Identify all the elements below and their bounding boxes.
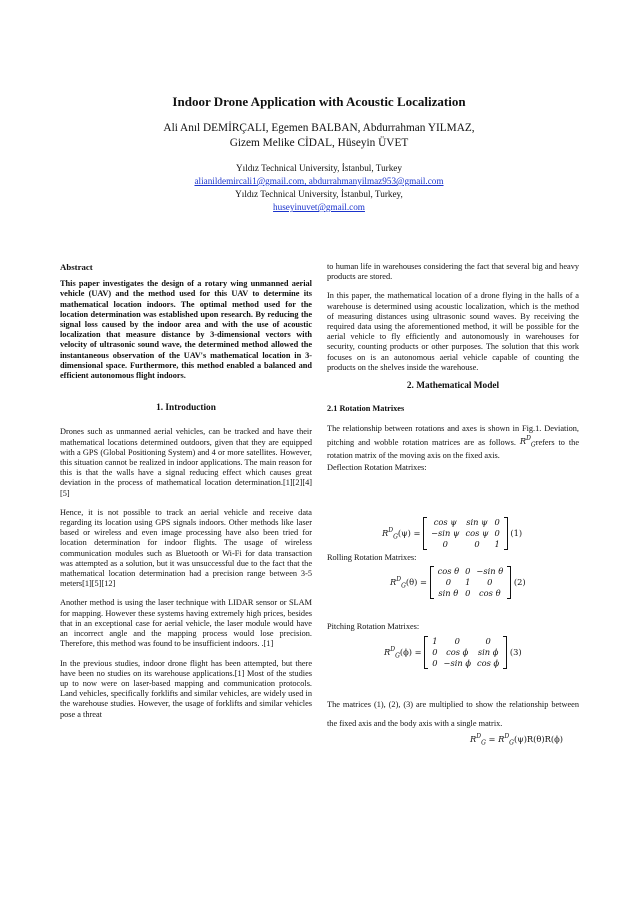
matrix-row	[435, 588, 507, 599]
email-link[interactable]: huseyinuvet@gmail.com	[273, 202, 365, 212]
left-column	[60, 262, 312, 720]
email-2[interactable]	[0, 202, 638, 212]
matrix-cell: cos ϕ	[446, 647, 469, 657]
authors-line-2: Gizem Melike CİDAL, Hüseyin ÜVET	[229, 137, 409, 149]
intro-heading: 1. Introduction	[156, 403, 216, 414]
matrix-cell: 1	[432, 636, 438, 646]
matrix-row	[435, 566, 507, 577]
email-links[interactable]: alianildemircali1@gmail.com, abdurrahmanyilmaz953@gmail.com	[194, 176, 444, 186]
paper-title: Indoor Drone Application with Acoustic Localization	[172, 94, 466, 109]
matrix-cell: 0	[445, 577, 451, 587]
right-paragraph-1: In this paper, the mathematical location of a drone flying in the halls of a warehouse is determined using acoustic localization, which is the method of measuring distances using ultrasonic sound waves. By receiving the required data using the aforementioned method, it will be possible for the aerial vehicle to fly efficiently and autonomously in warehouses for security, counting products or other purposes. The solution that this work focuses on is an autonomous aerial vehicle capable of counting the products on the shelves inside the warehouse.	[327, 291, 579, 372]
matrix-cell: 0	[465, 588, 471, 598]
matrix-cell: sin ψ	[466, 517, 488, 527]
abstract-heading: Abstract	[60, 262, 93, 272]
pitching-label: Pitching Rotation Matrixes:	[327, 622, 420, 631]
matrix-2	[430, 566, 512, 599]
intro-paragraph-1: Drones such as unmanned aerial vehicles, can be tracked and have their mathematical locations determined outdoors, given that they are equipped with a GPS (Global Positioning System) and 4 or more satellites. However, this situation cannot be realized in indoor applications. The main reason for this is that the walls have a signal reducing effect which causes great deviation in the process of mathematical location determination.[1][2][4][5]	[60, 427, 312, 498]
matrix-cell: −sin θ	[476, 566, 504, 576]
matrix-1	[423, 517, 508, 550]
matrix-cell: 0	[454, 636, 460, 646]
rotation-symbol: $R^D_G$	[519, 435, 536, 450]
matrix-row	[435, 577, 507, 588]
matrix-row	[428, 539, 503, 550]
matrix-cell: 1	[494, 539, 500, 549]
emails-1[interactable]	[0, 176, 638, 186]
matrix-cell: cos ψ	[433, 517, 457, 527]
rolling-label: Rolling Rotation Matrixes:	[327, 553, 417, 562]
intro-paragraph-3: Another method is using the laser technique with LIDAR sensor or SLAM for mapping. However these systems having extremely high prices, besides that in an exceptional case for aerial vehicle, the laser module would have an incorrect angle and the mapping process would lose precision. Therefore, this method was found to be insufficient indoors. .[1]	[60, 598, 312, 649]
matrix-cell: 0	[474, 539, 480, 549]
matrix-3	[424, 636, 507, 669]
matrix-cell: 0	[465, 566, 471, 576]
matrix-cell: cos θ	[479, 588, 501, 598]
equation-2: $R^D_G(\theta)$ = cos θ 0 −sin θ 0 1 0 sin θ 0 cos θ (2)	[390, 566, 526, 598]
matrix-cell: 0	[494, 528, 500, 538]
matrix-cell: 0	[432, 647, 438, 657]
equation-3: $R^D_G(\phi)$ = 1 0 0 0 cos ϕ sin ϕ 0 −sin ϕ cos ϕ (3)	[384, 636, 522, 668]
matrix-row	[428, 517, 503, 528]
matrix-cell: cos ϕ	[477, 658, 500, 668]
affiliation-1: Yıldız Technical University, İstanbul, Turkey	[236, 163, 402, 173]
matrix-cell: 0	[442, 539, 448, 549]
matrix-cell: cos θ	[437, 566, 460, 576]
product-paragraph: The matrices (1), (2), (3) are multiplied to show the relationship between the fixed axis and the body axis with a single matrix.	[327, 700, 579, 728]
matrix-cell: 0	[487, 577, 493, 587]
right-column	[327, 262, 579, 474]
matrix-cell: −sin ψ	[431, 528, 460, 538]
matrix-cell: sin θ	[438, 588, 459, 598]
deflection-label: Deflection Rotation Matrixes:	[327, 463, 427, 473]
matrix-cell: 1	[465, 577, 471, 587]
matrix-cell: sin ϕ	[477, 647, 499, 657]
matrix-cell: −sin ϕ	[443, 658, 471, 668]
intro-paragraph-4: In the previous studies, indoor drone flight has been attempted, but there have been no studies on its warehouse applications.[1] Most of the studies up to now were on laser-based mapping and communication protocols. Land vehicles, specifically forklifts and similar vehicles, are widely used in the warehouse studies. However, the usage of forklifts and similar vehicles pose a threat	[60, 658, 312, 719]
abstract-text: This paper investigates the design of a rotary wing unmanned aerial vehicle (UAV) and the method used for this UAV to determine its mathematical location indoors. The optimal method used for the location determination was established upon research. By reducing the signal loss caused by the indoor area and with the use of acoustic localization that measure distance by 3-dimensional vectors with velocity of ultrasonic sound wave, the determined method allowed the instantaneous observation of the UAV's mathematical location in 3-dimensional space. Furthermore, this method enabled a balanced and efficient autonomous flight indoors.	[60, 279, 312, 381]
intro-paragraph-2: Hence, it is not possible to track an aerial vehicle and receive data regarding its location using GPS signals indoors. Other methods like laser based or wireless and even image processing have also been tried for location determination for indoor flights. The usage of wireless communication modules such as Bluetooth or Wi-Fi for data transaction was attempted as a solution, but it was unsuccessful due to the fact that the mathematical location determination had a precision range between 3-5 meters[1][5][12]	[60, 507, 312, 589]
matrix-row	[429, 658, 502, 669]
rotation-paragraph-a: The relationship between rotations and axes is shown in Fig.1. Deviation, pitching and wobble rotation matrices are as follows.	[327, 424, 579, 447]
matrix-row	[428, 528, 503, 539]
section-2-heading: 2. Mathematical Model	[406, 381, 500, 392]
authors-line-1: Ali Anıl DEMİRÇALI, Egemen BALBAN, Abdurrahman YILMAZ,	[163, 122, 475, 134]
matrix-row	[429, 647, 502, 658]
matrix-cell: 0	[494, 517, 500, 527]
subsection-2-1-heading: 2.1 Rotation Matrixes	[327, 404, 405, 414]
affiliation-2: Yıldız Technical University, İstanbul, Turkey,	[235, 189, 403, 199]
matrix-cell: cos ψ	[465, 528, 489, 538]
final-equation: $R^D_G = R^D_G(\psi)R(\theta)R(\phi)$	[470, 733, 564, 747]
rotation-paragraph-b: refers to the rotation matrix of the moving axis on the fixed axis.	[327, 437, 580, 461]
matrix-cell: 0	[432, 658, 438, 668]
equation-1: $R^D_G(\psi)$ = cos ψ sin ψ 0 −sin ψ cos ψ 0 0 0 1 (1)	[382, 517, 523, 549]
right-paragraph-0: to human life in warehouses considering the fact that several big and heavy products are stored.	[327, 262, 579, 282]
matrix-cell: 0	[485, 636, 491, 646]
matrix-row	[429, 636, 502, 647]
rotation-paragraph	[327, 424, 579, 461]
